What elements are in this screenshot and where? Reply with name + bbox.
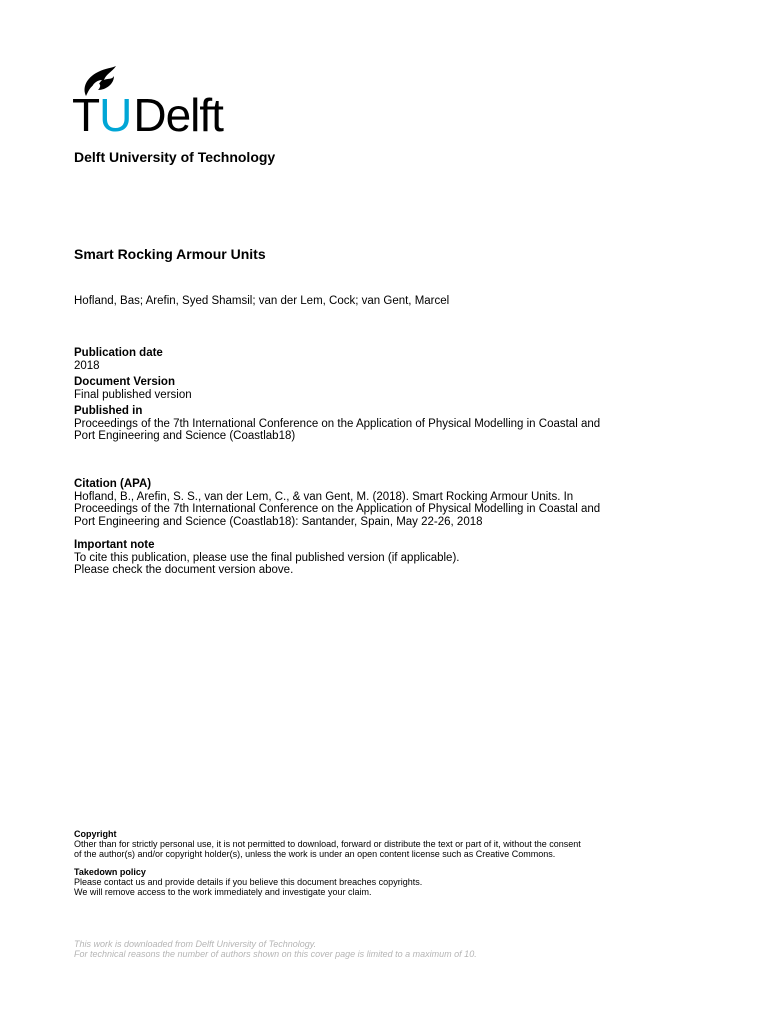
citation-line-3: Port Engineering and Science (Coastlab18): Santander, Spain, May 22-26, 2018 — [74, 515, 483, 528]
citation-line-2: Proceedings of the 7th International Conference on the Application of Physical Modelling in Coastal and — [74, 503, 601, 515]
published-in-line-1: Proceedings of the 7th International Conference on the Application of Physical Modelling in Coastal and — [74, 417, 601, 430]
important-note-line-1: To cite this publication, please use the final published version (if applicable). — [74, 551, 460, 564]
copyright-label: Copyright — [74, 829, 117, 839]
citation-section — [74, 478, 694, 528]
published-in-section — [74, 405, 694, 443]
university-name: Delft University of Technology — [74, 149, 276, 165]
footer-line-1: This work is downloaded from Delft University of Technology. — [74, 939, 317, 949]
important-note-line-2: Please check the document version above. — [74, 564, 294, 576]
citation-line-1: Hofland, B., Arefin, S. S., van der Lem, C., & van Gent, M. (2018). Smart Rocking Armour Units. In — [74, 490, 574, 503]
document-version-section — [74, 376, 694, 401]
logo-letter-t: T — [72, 89, 100, 141]
published-in-line-2: Port Engineering and Science (Coastlab18) — [74, 430, 296, 442]
publication-date-section — [74, 347, 694, 372]
copyright-section — [74, 829, 694, 859]
logo-letter-u: U — [99, 89, 132, 141]
copyright-line-2: of the author(s) and/or copyright holder(s), unless the work is under an open content license such as Creative Commons. — [74, 849, 556, 859]
published-in-label: Published in — [74, 405, 143, 417]
document-version-value: Final published version — [74, 388, 192, 401]
important-note-section — [74, 539, 694, 577]
logo-word-delft: Delft — [133, 89, 223, 141]
footer-line-2: For technical reasons the number of authors shown on this cover page is limited to a maximum of 10. — [74, 949, 477, 959]
document-version-label: Document Version — [74, 376, 175, 388]
logo-wordmark — [72, 89, 223, 141]
takedown-policy-line-2: We will remove access to the work immediately and investigate your claim. — [74, 887, 372, 897]
takedown-policy-label: Takedown policy — [74, 867, 146, 877]
publication-date-value: 2018 — [74, 359, 100, 372]
citation-label: Citation (APA) — [74, 478, 152, 490]
copyright-line-1: Other than for strictly personal use, it is not permitted to download, forward or distribute the text or part of it, without the consent — [74, 839, 581, 849]
takedown-policy-line-1: Please contact us and provide details if you believe this document breaches copyrights. — [74, 877, 423, 887]
document-title: Smart Rocking Armour Units — [74, 246, 266, 262]
download-footer — [74, 939, 477, 959]
authors: Hofland, Bas; Arefin, Syed Shamsil; van der Lem, Cock; van Gent, Marcel — [74, 295, 450, 307]
important-note-label: Important note — [74, 539, 155, 551]
publication-date-label: Publication date — [74, 347, 163, 359]
takedown-policy-section — [74, 867, 694, 897]
